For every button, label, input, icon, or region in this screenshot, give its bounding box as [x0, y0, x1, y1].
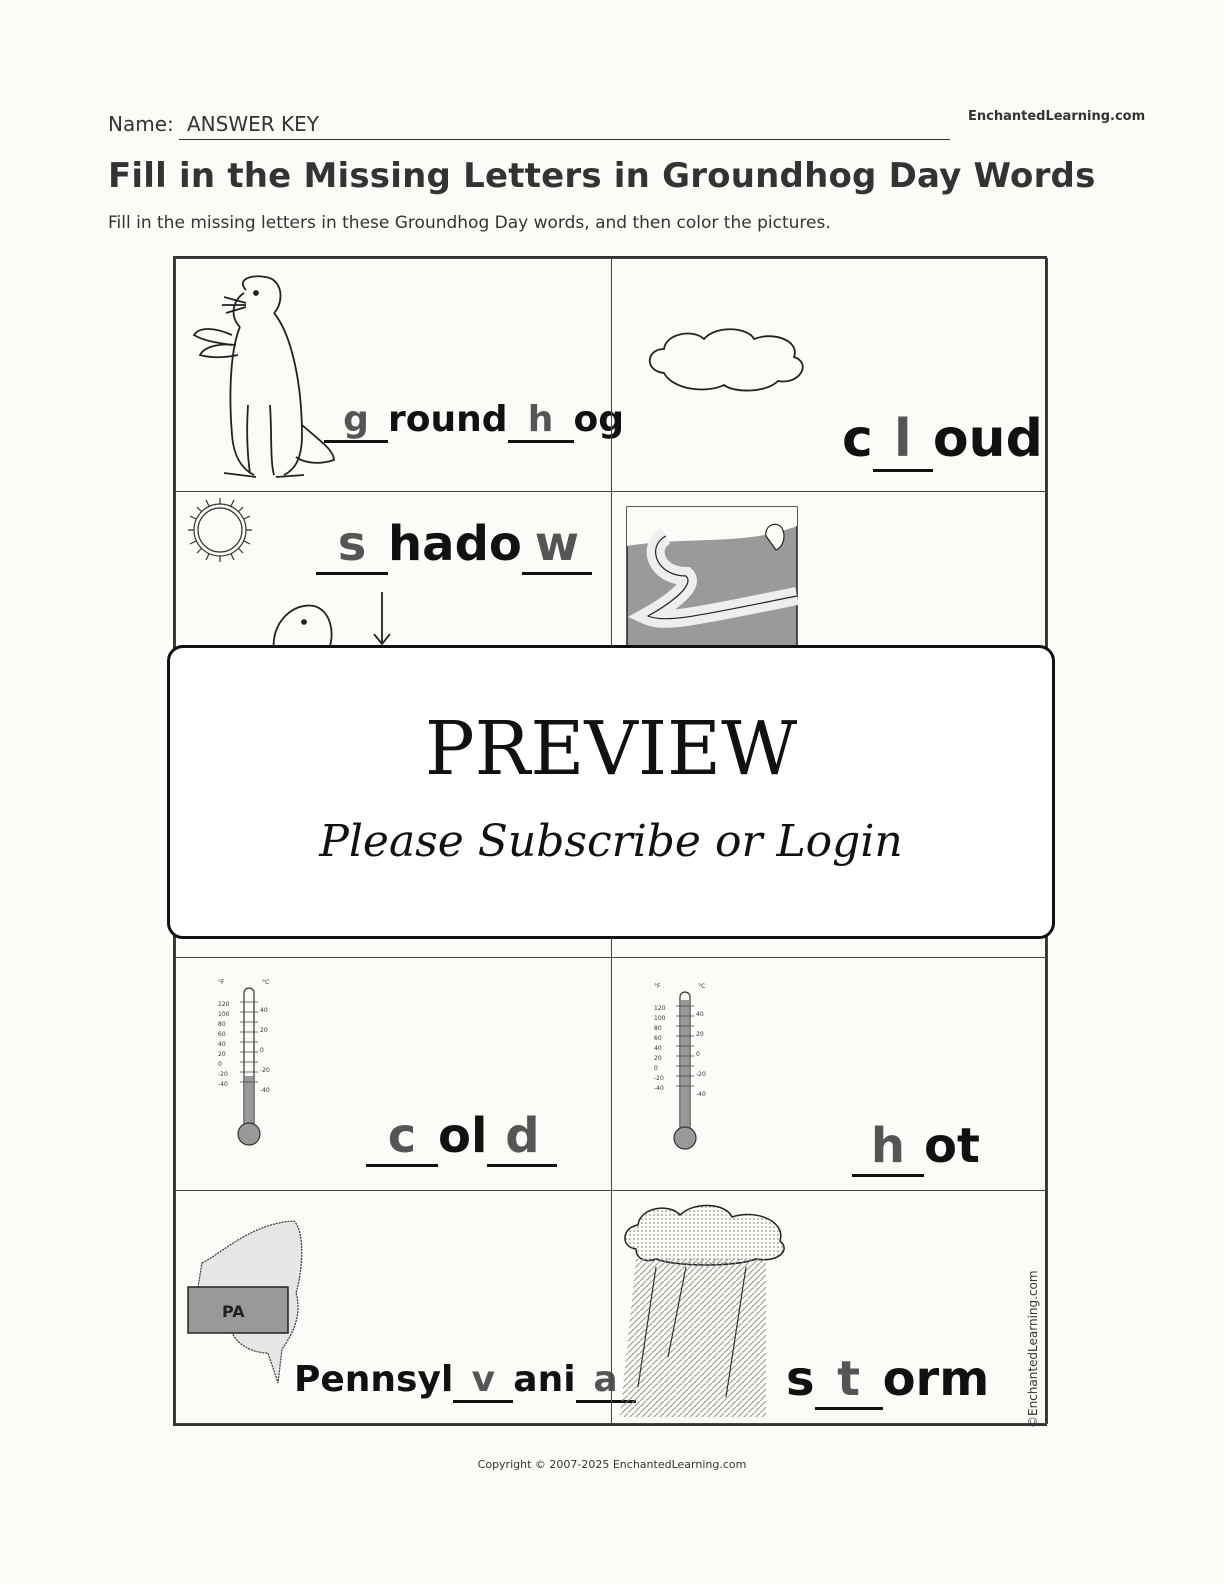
cell-cloud: [611, 258, 1048, 492]
name-line: [179, 110, 950, 140]
cold-middle: ol: [438, 1108, 488, 1164]
cloud-drawing: [644, 323, 814, 393]
storm-cloud-icon: [616, 1197, 796, 1422]
cell-pennsylvania: [175, 1190, 618, 1424]
groundhog-end: og: [573, 399, 625, 440]
word-storm: [786, 1351, 989, 1410]
svg-text:20: 20: [654, 1055, 662, 1062]
word-pennsylvania: [294, 1359, 636, 1403]
storm-start: s: [786, 1351, 815, 1407]
svg-text:0: 0: [696, 1051, 700, 1058]
map-label: PA: [222, 1302, 245, 1321]
svg-text:°C: °C: [262, 979, 270, 986]
svg-text:-40: -40: [218, 1081, 228, 1088]
sun-icon: [184, 494, 256, 566]
burrow-picture: [626, 506, 798, 656]
instructions: Fill in the missing letters in these Groundhog Day words, and then color the pictures.: [108, 213, 831, 233]
cell-hot: [611, 957, 1048, 1191]
word-hot: [852, 1118, 980, 1177]
word-cloud: [842, 409, 1043, 472]
svg-text:80: 80: [654, 1025, 662, 1032]
shadow-middle: hado: [388, 516, 522, 572]
svg-text:-20: -20: [260, 1067, 270, 1074]
cloud-end: oud: [932, 409, 1043, 469]
blank-groundhog-2[interactable]: h: [508, 399, 574, 443]
svg-text:0: 0: [218, 1061, 222, 1068]
svg-text:-40: -40: [260, 1087, 270, 1094]
svg-text:100: 100: [218, 1011, 230, 1018]
svg-text:0: 0: [654, 1065, 658, 1072]
blank-groundhog-1[interactable]: g: [324, 399, 388, 443]
svg-text:60: 60: [654, 1035, 662, 1042]
blank-pennsylvania-1[interactable]: v: [453, 1359, 513, 1403]
groundhog-drawing: [184, 265, 344, 490]
name-value: ANSWER KEY: [187, 112, 319, 136]
name-label: Name:: [108, 112, 174, 136]
blank-shadow-2[interactable]: w: [522, 516, 592, 575]
copyright: Copyright © 2007-2025 EnchantedLearning.com: [477, 1458, 747, 1471]
svg-text:100: 100: [654, 1015, 666, 1022]
blank-cloud-1[interactable]: l: [873, 409, 933, 472]
name-row: [108, 110, 950, 140]
vertical-credit: [1020, 1250, 1044, 1430]
word-cold: [366, 1108, 557, 1167]
svg-text:120: 120: [218, 1001, 230, 1008]
svg-text:80: 80: [218, 1021, 226, 1028]
cell-groundhog: [175, 258, 625, 492]
pennsylvania-start: Pennsyl: [294, 1359, 454, 1400]
svg-text:0: 0: [260, 1047, 264, 1054]
cloud-start: c: [842, 409, 873, 469]
pennsylvania-middle: ani: [513, 1359, 576, 1400]
groundhog-middle: round: [388, 399, 508, 440]
blank-shadow-1[interactable]: s: [316, 516, 388, 575]
thermometer-icon: [652, 980, 722, 1155]
svg-text:20: 20: [218, 1051, 226, 1058]
thermometer-icon: [216, 976, 286, 1151]
svg-text:-20: -20: [696, 1071, 706, 1078]
preview-overlay[interactable]: [167, 645, 1055, 939]
svg-text:-20: -20: [218, 1071, 228, 1078]
word-shadow: [316, 516, 592, 575]
cell-cold: [175, 957, 612, 1191]
cell-storm: [611, 1190, 1048, 1424]
svg-text:60: 60: [218, 1031, 226, 1038]
svg-text:40: 40: [654, 1045, 662, 1052]
blank-pennsylvania-2[interactable]: a: [576, 1359, 636, 1403]
page-title: Fill in the Missing Letters in Groundhog Day Words: [108, 156, 1096, 196]
vertical-credit-text: ©EnchantedLearning.com: [1026, 1270, 1040, 1428]
svg-text:40: 40: [260, 1007, 268, 1014]
blank-cold-2[interactable]: d: [487, 1108, 557, 1167]
subscribe-login-text[interactable]: Please Subscribe or Login: [319, 816, 903, 867]
blank-cold-1[interactable]: c: [366, 1108, 438, 1167]
hot-end: ot: [924, 1118, 980, 1174]
svg-text:-40: -40: [696, 1091, 706, 1098]
blank-hot-1[interactable]: h: [852, 1118, 924, 1177]
svg-text:40: 40: [696, 1011, 704, 1018]
svg-text:°F: °F: [654, 983, 661, 990]
svg-text:20: 20: [260, 1027, 268, 1034]
blank-storm-1[interactable]: t: [815, 1351, 883, 1410]
preview-title: PREVIEW: [424, 706, 798, 792]
svg-text:°C: °C: [698, 983, 706, 990]
svg-text:20: 20: [696, 1031, 704, 1038]
word-groundhog: [324, 399, 624, 443]
storm-end: orm: [882, 1351, 990, 1407]
svg-text:°F: °F: [218, 979, 225, 986]
svg-text:-40: -40: [654, 1085, 664, 1092]
site-name: EnchantedLearning.com: [968, 109, 1146, 124]
svg-text:120: 120: [654, 1005, 666, 1012]
svg-text:40: 40: [218, 1041, 226, 1048]
svg-text:-20: -20: [654, 1075, 664, 1082]
